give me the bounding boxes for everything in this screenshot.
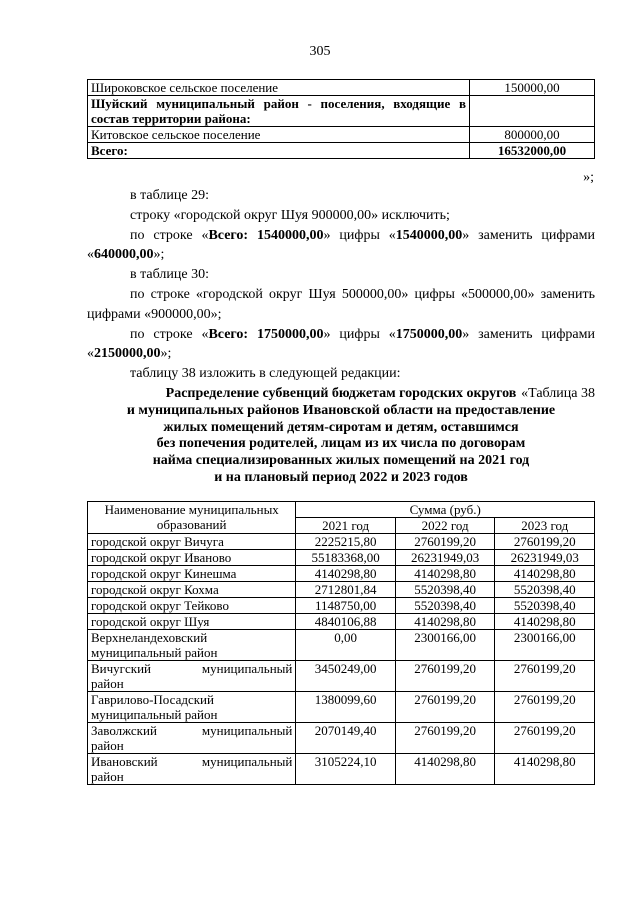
table-row	[88, 534, 595, 550]
table-row	[88, 143, 595, 159]
text: по строке «	[130, 227, 209, 243]
cell-name-line: Гаврилово-Посадский	[91, 692, 214, 707]
cell-value: 5520398,40	[395, 582, 495, 598]
bold-text: Всего: 1540000,00	[208, 227, 324, 243]
table-row	[88, 96, 595, 127]
title-line: без попечения родителей, лицам из их числа по договорам	[156, 436, 526, 452]
cell-name: городской округ Иваново	[88, 550, 296, 566]
cell-value: 2712801,84	[296, 582, 396, 598]
table-row	[88, 582, 595, 598]
cell-name-line: Ивановский муниципальный	[91, 754, 293, 769]
cell-value: 2760199,20	[395, 692, 495, 723]
cell-name-line: муниципальный район	[91, 645, 218, 660]
cell-amount: 800000,00	[470, 127, 595, 143]
paragraph: в таблице 29:	[130, 188, 209, 203]
cell-value: 2760199,20	[395, 534, 495, 550]
header-year: 2022 год	[395, 518, 495, 534]
bold-text: 640000,00	[94, 247, 154, 263]
cell-value: 5520398,40	[395, 598, 495, 614]
cell-value: 4140298,80	[395, 566, 495, 582]
cell-name: городской округ Тейково	[88, 598, 296, 614]
header-year: 2023 год	[495, 518, 595, 534]
cell-name	[88, 723, 296, 754]
bold-text: Всего: 1750000,00	[208, 326, 324, 342]
table-title	[87, 386, 595, 487]
cell-value: 2760199,20	[495, 661, 595, 692]
cell-value: 5520398,40	[495, 582, 595, 598]
table-row	[88, 550, 595, 566]
cell-amount	[470, 96, 595, 127]
cell-value: 1148750,00	[296, 598, 396, 614]
page-number: 305	[309, 44, 331, 59]
cell-value: 26231949,03	[495, 550, 595, 566]
cell-value: 4840106,88	[296, 614, 396, 630]
cell-name: городской округ Шуя	[88, 614, 296, 630]
title-line: и на плановый период 2022 и 2023 годов	[214, 469, 468, 485]
table-row	[88, 566, 595, 582]
text: »;	[153, 247, 165, 263]
cell-name-line: Вичугский муниципальный	[91, 661, 293, 676]
text: »;	[160, 346, 172, 362]
paragraph: строку «городской округ Шуя 900000,00» исключить;	[130, 207, 450, 223]
cell-name: Широковское сельское поселение	[88, 80, 470, 96]
table-row	[88, 723, 595, 754]
cell-name: городской округ Кинешма	[88, 566, 296, 582]
paragraph	[87, 226, 595, 266]
paragraph: по строке «городской округ Шуя 500000,00» цифры «500000,00» заменить цифрами «900000,00»;	[87, 286, 595, 322]
table-row	[88, 754, 595, 785]
cell-value: 2070149,40	[296, 723, 396, 754]
cell-value: 4140298,80	[395, 614, 495, 630]
header-year: 2021 год	[296, 518, 396, 534]
text: » цифры «	[323, 227, 396, 243]
paragraph: в таблице 30:	[130, 267, 209, 283]
quote-end: »;	[583, 170, 594, 185]
subvention-table	[87, 501, 595, 785]
cell-value: 2225215,80	[296, 534, 396, 550]
cell-name-text: Шуйский муниципальный район - поселения, входящие в состав территории района:	[91, 96, 466, 126]
text: » цифры «	[323, 326, 396, 342]
cell-value: 26231949,03	[395, 550, 495, 566]
cell-name-line: район	[91, 738, 124, 753]
cell-name	[88, 96, 470, 127]
cell-name	[88, 754, 296, 785]
cell-value: 2300166,00	[395, 630, 495, 661]
header-name: Наименование муниципальных образований	[88, 502, 296, 534]
paragraph	[87, 325, 595, 365]
cell-value: 1380099,60	[296, 692, 396, 723]
cell-value: 5520398,40	[495, 598, 595, 614]
cell-value: 2760199,20	[395, 723, 495, 754]
title-line: найма специализированных жилых помещений на 2021 год	[152, 453, 530, 469]
cell-value: 2760199,20	[495, 723, 595, 754]
cell-value: 4140298,80	[495, 566, 595, 582]
header-row	[88, 502, 595, 518]
cell-amount: 150000,00	[470, 80, 595, 96]
cell-value: 4140298,80	[395, 754, 495, 785]
paragraph: таблицу 38 изложить в следующей редакции:	[130, 366, 401, 382]
table-row	[88, 598, 595, 614]
cell-name: Всего:	[88, 143, 470, 159]
cell-value: 0,00	[296, 630, 396, 661]
cell-value: 2300166,00	[495, 630, 595, 661]
table-caption: «Таблица 38	[521, 385, 595, 401]
title-line: жилых помещений детям-сиротам и детям, оставшимся	[163, 419, 519, 435]
cell-amount: 16532000,00	[470, 143, 595, 159]
text: по строке «	[130, 326, 209, 342]
cell-name-line: муниципальный район	[91, 707, 218, 722]
cell-name: городской округ Вичуга	[88, 534, 296, 550]
cell-value: 2760199,20	[495, 534, 595, 550]
top-table	[87, 79, 595, 159]
cell-value: 4140298,80	[495, 754, 595, 785]
cell-value: 4140298,80	[495, 614, 595, 630]
text: » заменить цифрами «	[87, 227, 595, 263]
cell-value: 2760199,20	[495, 692, 595, 723]
table-row	[88, 80, 595, 96]
cell-name-line: район	[91, 676, 124, 691]
bold-text: 2150000,00	[94, 346, 161, 362]
cell-value: 3450249,00	[296, 661, 396, 692]
text: » заменить цифрами «	[87, 326, 595, 362]
cell-value: 4140298,80	[296, 566, 396, 582]
table-row	[88, 630, 595, 661]
cell-value: 55183368,00	[296, 550, 396, 566]
amendment-text	[87, 186, 595, 404]
cell-name	[88, 630, 296, 661]
table-row	[88, 614, 595, 630]
table-row	[88, 661, 595, 692]
cell-name-line: Верхнеландеховский	[91, 630, 208, 645]
cell-name	[88, 692, 296, 723]
header-sum: Сумма (руб.)	[296, 502, 595, 518]
cell-value: 3105224,10	[296, 754, 396, 785]
cell-value: 2760199,20	[395, 661, 495, 692]
table-row	[88, 127, 595, 143]
bold-text: 1540000,00	[395, 227, 463, 243]
cell-name	[88, 661, 296, 692]
table-row	[88, 692, 595, 723]
cell-name: городской округ Кохма	[88, 582, 296, 598]
cell-name-line: район	[91, 769, 124, 784]
title-line: и муниципальных районов Ивановской области на предоставление	[126, 402, 556, 418]
cell-name-line: Заволжский муниципальный	[91, 723, 293, 738]
cell-name: Китовское сельское поселение	[88, 127, 470, 143]
title-line: Распределение субвенций бюджетам городских округов	[165, 386, 517, 401]
bold-text: 1750000,00	[395, 326, 463, 342]
